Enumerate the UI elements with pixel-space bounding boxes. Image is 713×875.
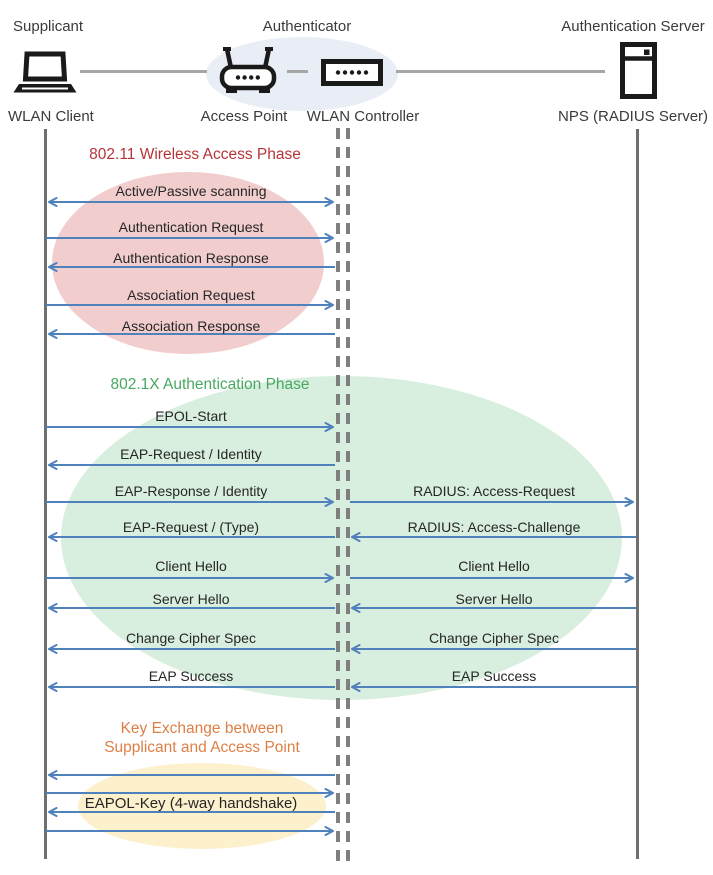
role-label-authentication-server: Authentication Server	[561, 18, 705, 35]
message-label-authentication-response: Authentication Response	[113, 250, 269, 266]
node-label-access-point: Access Point	[200, 108, 288, 125]
message-label-client-hello-right: Client Hello	[458, 558, 530, 574]
message-label-active-passive-scanning: Active/Passive scanning	[115, 183, 267, 199]
message-label-eap-success-left: EAP Success	[148, 668, 234, 684]
message-label-radius-access-request: RADIUS: Access-Request	[413, 483, 575, 499]
wlan-controller-icon	[321, 59, 383, 86]
connector-ap-controller	[287, 70, 308, 73]
message-label-server-hello-left: Server Hello	[152, 591, 230, 607]
message-label-eap-request-identity: EAP-Request / Identity	[120, 446, 262, 462]
message-label-association-response: Association Response	[121, 318, 261, 334]
message-label-eap-success-right: EAP Success	[451, 668, 537, 684]
connector-controller-server	[396, 70, 605, 73]
message-label-radius-access-challenge: RADIUS: Access-Challenge	[407, 519, 581, 535]
connector-client-ap	[80, 70, 207, 73]
server-icon	[620, 42, 657, 99]
message-label-change-cipher-spec-right: Change Cipher Spec	[429, 630, 559, 646]
node-label-wlan-controller: WLAN Controller	[306, 108, 420, 125]
message-label-authentication-request: Authentication Request	[118, 219, 264, 235]
role-label-authenticator: Authenticator	[262, 18, 352, 35]
laptop-icon	[13, 51, 77, 96]
message-label-epol-start: EPOL-Start	[155, 408, 227, 424]
message-label-eap-response-identity: EAP-Response / Identity	[114, 483, 268, 499]
role-label-supplicant: Supplicant	[13, 18, 84, 35]
phase3-title-line2: Supplicant and Access Point	[104, 739, 300, 756]
message-label-eap-request-type: EAP-Request / (Type)	[122, 519, 260, 535]
phase3-title-line1: Key Exchange between	[120, 720, 284, 737]
message-label-client-hello-left: Client Hello	[155, 558, 227, 574]
node-label-wlan-client: WLAN Client	[8, 108, 94, 125]
message-label-eapol-key-4way-handshake: EAPOL-Key (4-way handshake)	[84, 795, 298, 812]
phase1-title: 802.11 Wireless Access Phase	[89, 146, 301, 163]
phase2-ellipse	[61, 376, 622, 700]
phase2-title: 802.1X Authentication Phase	[110, 376, 310, 393]
access-point-icon	[216, 46, 280, 98]
message-label-server-hello-right: Server Hello	[455, 591, 533, 607]
message-label-association-request: Association Request	[127, 287, 255, 303]
node-label-nps-radius-server: NPS (RADIUS Server)	[558, 108, 709, 125]
message-label-change-cipher-spec-left: Change Cipher Spec	[126, 630, 256, 646]
